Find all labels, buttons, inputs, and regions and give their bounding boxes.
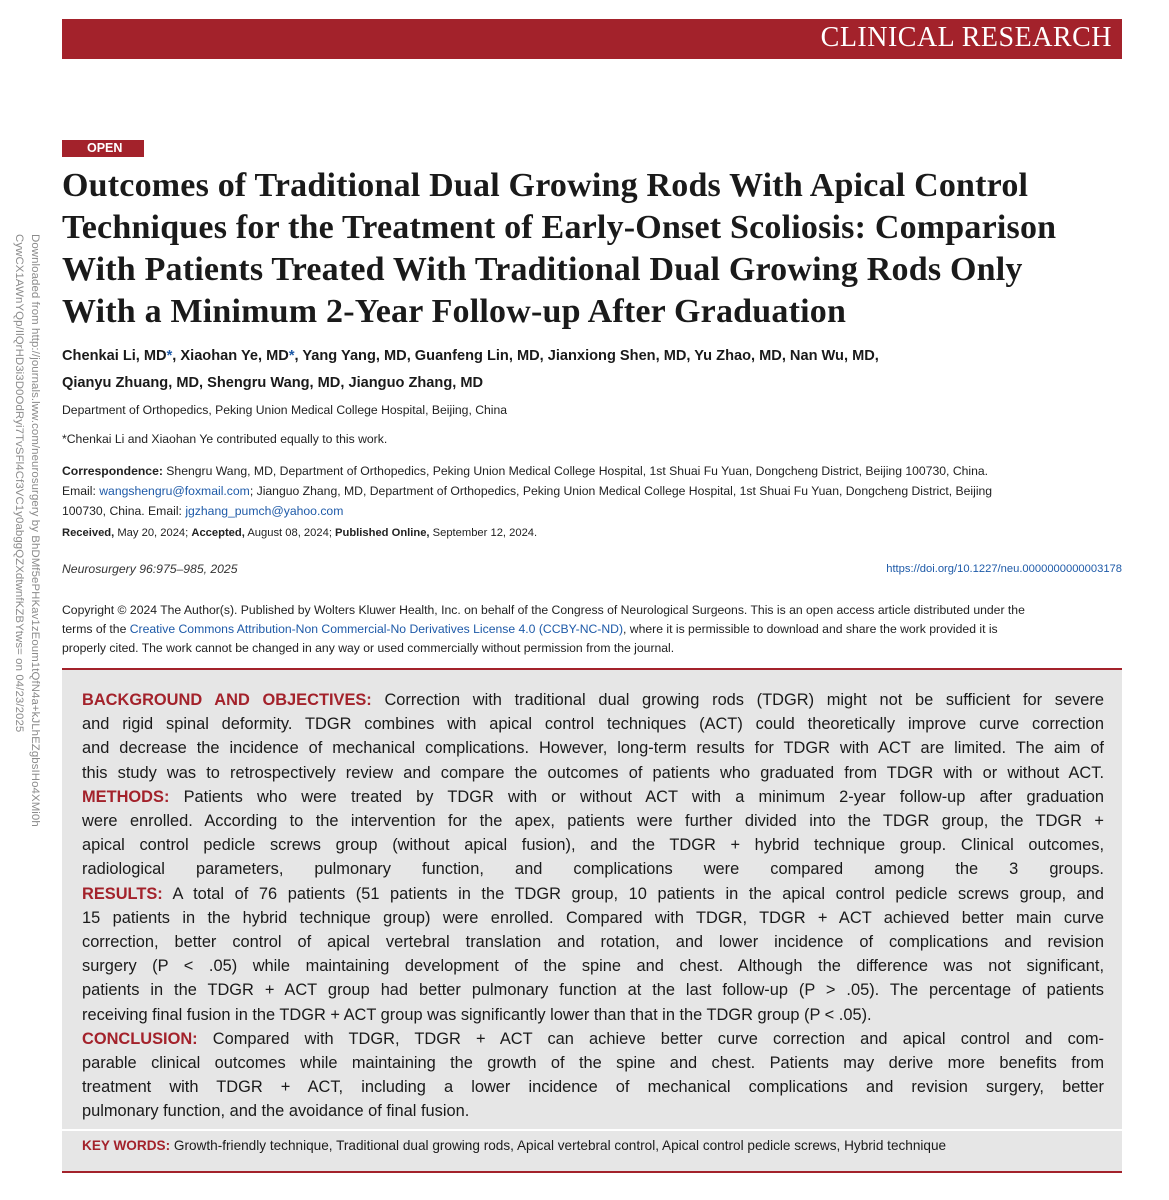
section-label: CLINICAL RESEARCH	[820, 22, 1112, 53]
author-names: Qianyu Zhuang, MD, Shengru Wang, MD, Jianguo Zhang, MD	[62, 375, 484, 391]
correspondence-text: Shengru Wang, MD, Department of Orthopedics, Peking Union Medical College Hospital, 1st Shuai Fu Yuan, Dongcheng District, Beijing 100730, China.	[162, 464, 989, 478]
section-banner	[62, 19, 1122, 59]
keywords-heading: KEY WORDS:	[82, 1137, 171, 1153]
equal-contribution-mark[interactable]: *	[166, 348, 173, 364]
correspondence-text: 100730, China. Email:	[62, 504, 186, 518]
published-date: September 12, 2024.	[429, 527, 538, 539]
license-link[interactable]: Creative Commons Attribution-Non Commercial-No Derivatives License 4.0 (CCBY-NC-ND)	[129, 622, 624, 636]
abstract-line: receiving final fusion in the TDGR + ACT group was significantly lower than that in the TDGR group (P < .05).	[82, 1005, 872, 1024]
open-access-badge: OPEN	[62, 140, 144, 157]
abstract-line: patients in the TDGR + ACT group had better pulmonary function at the last follow-up (P > .05). The percentage of patients	[82, 981, 1104, 1000]
background-heading: BACKGROUND AND OBJECTIVES:	[82, 691, 372, 709]
abstract-line: pulmonary function, and the avoidance of final fusion.	[82, 1102, 470, 1121]
correspondence	[62, 461, 1124, 521]
accepted-label: Accepted,	[191, 527, 245, 539]
abstract-line: METHODS: Patients who were treated by TDGR with or without ACT with a minimum 2-year follow-up after graduation	[82, 787, 1104, 806]
email-label: Email:	[62, 484, 100, 498]
copyright-text: , where it is permissible to download and share the work provided it is	[623, 622, 998, 636]
journal-citation: Neurosurgery 96:975–985, 2025	[62, 562, 238, 576]
conclusion-heading: CONCLUSION:	[82, 1029, 198, 1048]
author-name: , Xiaohan Ye, MD	[172, 348, 289, 364]
published-label: Published Online,	[335, 527, 430, 539]
email-link-zhang[interactable]: jgzhang_pumch@yahoo.com	[185, 504, 344, 518]
title-line: With Patients Treated With Traditional Dual Growing Rods Only	[62, 251, 1023, 288]
abstract-line: CONCLUSION: Compared with TDGR, TDGR + ACT can achieve better curve correction and apical control and com-	[82, 1029, 1104, 1048]
doi-link[interactable]: https://doi.org/10.1227/neu.0000000000003178	[886, 563, 1122, 575]
affiliation: Department of Orthopedics, Peking Union Medical College Hospital, Beijing, China	[62, 403, 508, 417]
abstract-line: apical control pedicle screws group (without apical fusion), and the TDGR + hybrid technique group. Clinical outcomes,	[82, 836, 1104, 855]
watermark-line-2: CywCX1AWnYQp/IlQrHD3i3D0OdRyi7TvSFl4Cf3VC1y0abggQZXdtwnfKZBYtws= on 04/23/2025	[13, 234, 25, 733]
received-label: Received,	[62, 527, 115, 539]
abstract-line: and rigid spinal deformity. TDGR combines with apical control techniques (ACT) could theoretically improve curve correction	[82, 715, 1104, 734]
copyright-line: properly cited. The work cannot be changed in any way or used commercially without permission from the journal.	[62, 641, 675, 655]
abstract-line: this study was to retrospectively review and compare the outcomes of patients who graduated from TDGR with or without ACT.	[82, 763, 1104, 782]
copyright-notice	[62, 601, 1124, 658]
author-list	[62, 343, 1122, 397]
abstract-line: radiological parameters, pulmonary function, and complications were compared among the 3 groups.	[82, 860, 1104, 879]
abstract-line: surgery (P < .05) while maintaining development of the spine and chest. Although the difference was not significant,	[82, 957, 1104, 976]
equal-contribution-note: *Chenkai Li and Xiaohan Ye contributed equally to this work.	[62, 432, 388, 446]
received-date: May 20, 2024;	[114, 527, 192, 539]
abstract-box	[62, 668, 1122, 1173]
abstract-line: and decrease the incidence of mechanical complications. However, long-term results for TDGR with ACT are limited. The aim of	[82, 739, 1104, 758]
abstract-line: BACKGROUND AND OBJECTIVES: Correction with traditional dual growing rods (TDGR) might not be sufficient for severe	[82, 691, 1104, 709]
title-line: With a Minimum 2-Year Follow-up After Graduation	[62, 293, 847, 330]
title-line: Techniques for the Treatment of Early-Onset Scoliosis: Comparison	[62, 209, 1057, 246]
keywords	[62, 1129, 1122, 1153]
download-watermark	[0, 0, 58, 1200]
abstract-line: correction, better control of apical vertebral translation and rotation, and lower incidence of complications and revision	[82, 933, 1104, 952]
title-line: Outcomes of Traditional Dual Growing Rods With Apical Control	[62, 167, 1029, 204]
keywords-list: Growth-friendly technique, Traditional dual growing rods, Apical vertebral control, Apical control pedicle screws, Hybrid technique	[170, 1137, 947, 1153]
author-name: Chenkai Li, MD	[62, 348, 167, 364]
copyright-text: terms of the	[62, 622, 130, 636]
article-dates	[62, 527, 537, 539]
abstract-line: RESULTS: A total of 76 patients (51 patients in the TDGR group, 10 patients in the apical control pedicle screws group, and	[82, 884, 1104, 903]
abstract-line: parable clinical outcomes while maintaining the growth of the spine and chest. Patients may derive more benefits from	[82, 1054, 1104, 1073]
results-heading: RESULTS:	[82, 884, 163, 903]
article-title	[62, 165, 1132, 333]
correspondence-label: Correspondence:	[62, 464, 163, 478]
equal-contribution-mark[interactable]: *	[288, 348, 295, 364]
methods-heading: METHODS:	[82, 787, 170, 806]
copyright-line: Copyright © 2024 The Author(s). Published by Wolters Kluwer Health, Inc. on behalf of the Congress of Neurological Surgeons. This is an open access article distributed under the	[62, 603, 1025, 617]
abstract-line: were enrolled. According to the intervention for the apex, patients were further divided into the TDGR group, the TDGR +	[82, 812, 1104, 831]
accepted-date: August 08, 2024;	[244, 527, 336, 539]
watermark-line-1: Downloaded from http://journals.lww.com/neurosurgery by BhDMf5ePHKav1zEoum1tQfN4a+kJLhEZgbsIHo4XMi0h	[29, 234, 41, 827]
author-names: , Yang Yang, MD, Guanfeng Lin, MD, Jianxiong Shen, MD, Yu Zhao, MD, Nan Wu, MD,	[294, 348, 879, 364]
correspondence-text: ; Jianguo Zhang, MD, Department of Orthopedics, Peking Union Medical College Hospital, 1st Shuai Fu Yuan, Dongcheng District, Beijing	[249, 484, 993, 498]
abstract-line: treatment with TDGR + ACT, including a lower incidence of mechanical complications and revision surgery, better	[82, 1078, 1104, 1097]
email-link-wang[interactable]: wangshengru@foxmail.com	[99, 484, 250, 498]
abstract-line: 15 patients in the hybrid technique group) were enrolled. Compared with TDGR, TDGR + ACT achieved better main curve	[82, 908, 1104, 927]
